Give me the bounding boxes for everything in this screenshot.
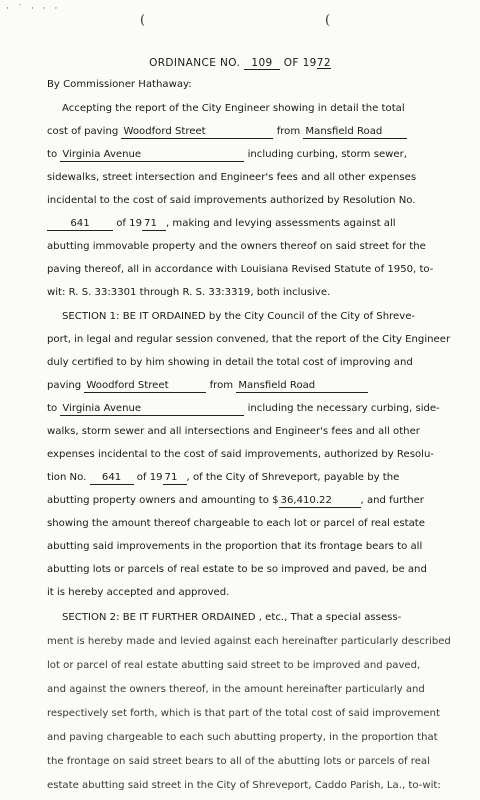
resolution-no-fill: 641: [47, 218, 113, 231]
amount-fill: 36,410.22: [279, 495, 361, 508]
section1-line10: showing the amount thereof chargeable to each lot or parcel of real estate: [47, 518, 425, 529]
section1-line11: abutting said improvements in the proportion that its frontage bears to all: [47, 541, 423, 552]
para1-line1: Accepting the report of the City Engineer showing in detail the total: [62, 103, 405, 114]
section2-line8: estate abutting said street in the City of Shreveport, Caddo Parish, La., to-wit:: [47, 780, 441, 791]
section2-line5: respectively set forth, which is that part of the total cost of said improvement: [47, 708, 440, 719]
section1-line6: walks, storm sewer and all intersections and Engineer's fees and all other: [47, 426, 420, 437]
street-fill: Woodford Street: [121, 126, 273, 139]
text: to: [47, 403, 58, 414]
section1-line9: [47, 494, 464, 508]
text: of 19: [136, 472, 163, 483]
para1-line6: [47, 217, 464, 231]
text: including the necessary curbing, side-: [247, 403, 440, 414]
section1-line1: SECTION 1: BE IT ORDAINED by the City Council of the City of Shreve-: [62, 311, 416, 322]
section2-line1: SECTION 2: BE IT FURTHER ORDAINED , etc., That a special assess-: [62, 612, 402, 623]
para1-line2: [47, 125, 464, 139]
text: , of the City of Shreveport, payable by the: [186, 472, 400, 483]
scan-specks: · ˙ · · ·: [6, 4, 61, 14]
ordinance-number: 109: [244, 57, 280, 70]
para1-line3: [47, 148, 464, 162]
text: from: [276, 126, 301, 137]
commissioner-line: By Commissioner Hathaway:: [47, 79, 192, 90]
text: cost of paving: [47, 126, 119, 137]
ordinance-year: 72: [316, 57, 331, 69]
section2-line4: and against the owners thereof, in the amount hereinafter particularly and: [47, 684, 425, 695]
section2-line6: and paving chargeable to each such abutting property, in the proportion that: [47, 732, 438, 743]
para1-line5: incidental to the cost of said improvements authorized by Resolution No.: [47, 195, 416, 206]
section2-line7: the frontage on said street bears to all of the abutting lots or parcels of real: [47, 756, 430, 767]
section2-line3: lot or parcel of real estate abutting said street to be improved and paved,: [47, 660, 421, 671]
text: , and further: [360, 495, 424, 506]
para1-line4: sidewalks, street intersection and Engineer's fees and all other expenses: [47, 172, 417, 183]
section1-line7: expenses incidental to the cost of said improvements, authorized by Resolu-: [47, 449, 434, 460]
section2-line2: ment is hereby made and levied against each hereinafter particularly described: [47, 636, 451, 647]
from-road-fill: Mansfield Road: [236, 380, 368, 393]
to-avenue-fill: Virginia Avenue: [60, 149, 244, 162]
para1-line9: wit: R. S. 33:3301 through R. S. 33:3319, both inclusive.: [47, 287, 331, 298]
ordinance-heading: [0, 57, 480, 70]
section1-line4: [47, 379, 464, 393]
section1-line8: [47, 471, 464, 485]
section1-line13: it is hereby accepted and approved.: [47, 587, 230, 598]
text: from: [209, 380, 234, 391]
section1-line3: duly certified to by him showing in detail the total cost of improving and: [47, 357, 413, 368]
text: abutting property owners and amounting to $: [47, 495, 279, 506]
text: to: [47, 149, 58, 160]
resolution-year-fill: 71: [163, 472, 187, 485]
heading-prefix: ORDINANCE NO.: [149, 57, 241, 69]
text: including curbing, storm sewer,: [247, 149, 407, 160]
punch-mark-left: (: [140, 13, 146, 28]
section1-line12: abutting lots or parcels of real estate to be so improved and paved, be and: [47, 564, 427, 575]
text: paving: [47, 380, 82, 391]
para1-line8: paving thereof, all in accordance with Louisiana Revised Statute of 1950, to-: [47, 264, 434, 275]
text: of 19: [116, 218, 143, 229]
para1-line7: abutting immovable property and the owners thereof on said street for the: [47, 241, 426, 252]
from-road-fill: Mansfield Road: [303, 126, 407, 139]
text: , making and levying assessments against all: [166, 218, 396, 229]
heading-of: OF 19: [283, 57, 317, 69]
to-avenue-fill: Virginia Avenue: [60, 403, 244, 416]
text: tion No.: [47, 472, 87, 483]
punch-mark-right: (: [325, 13, 331, 28]
resolution-no-fill: 641: [90, 472, 134, 485]
street-fill: Woodford Street: [84, 380, 206, 393]
resolution-year-fill: 71: [142, 218, 166, 231]
section1-line2: port, in legal and regular session convened, that the report of the City Engineer: [47, 334, 451, 345]
section1-line5: [47, 402, 464, 416]
